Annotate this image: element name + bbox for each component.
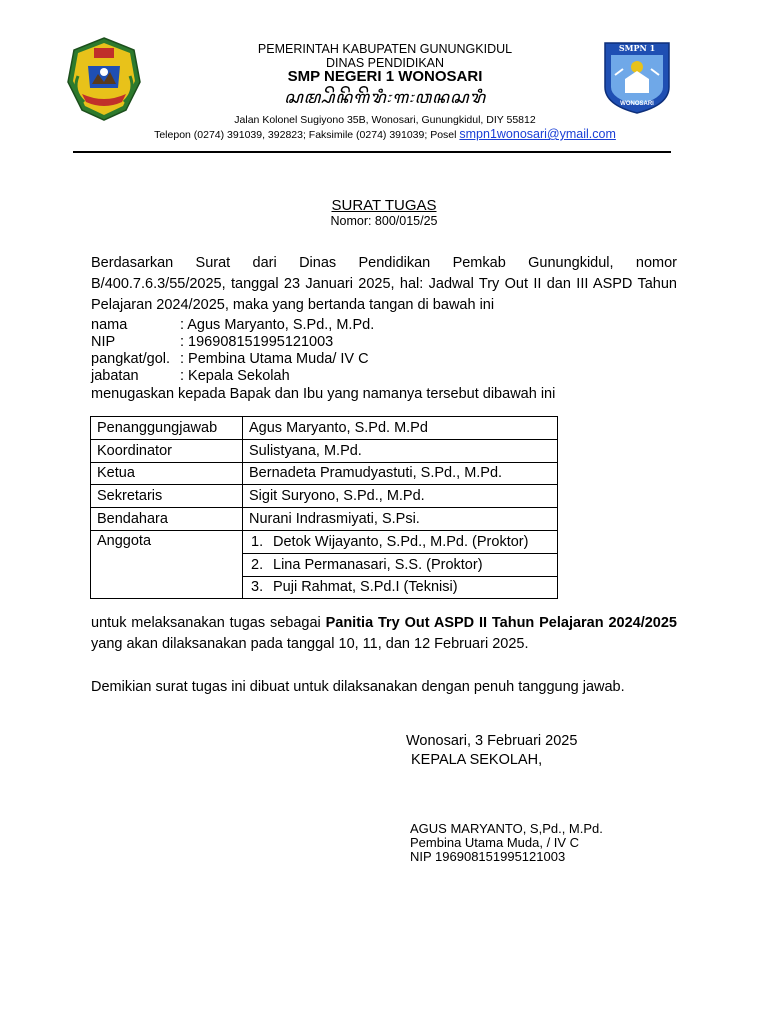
name-cell: Agus Maryanto, S.Pd. M.Pd	[243, 417, 558, 440]
right-logo-bottom-text: WONOSARI	[620, 101, 654, 107]
member-number: 2.	[251, 556, 264, 573]
table-row	[91, 485, 558, 508]
name-cell: Nurani Indrasmiyati, S.Psi.	[243, 508, 558, 531]
identity-row	[91, 351, 374, 368]
committee-table	[90, 416, 558, 599]
letter-number: Nomor: 800/015/25	[330, 214, 438, 228]
identity-row	[91, 317, 374, 334]
identity-label: NIP	[91, 334, 116, 350]
role-cell: Penanggungjawab	[91, 417, 243, 440]
signer-nip: NIP 196908151995121003	[410, 849, 566, 864]
name-cell: Sulistyana, M.Pd.	[243, 439, 558, 462]
member-cell	[243, 530, 558, 553]
letterhead-rule	[73, 151, 671, 153]
identity-row	[91, 334, 374, 351]
members-role-cell: Anggota	[91, 530, 243, 598]
identity-label: pangkat/gol.	[91, 351, 171, 367]
table-row	[91, 508, 558, 531]
name-cell: Sigit Suryono, S.Pd., M.Pd.	[243, 485, 558, 508]
name-cell: Bernadeta Pramudyastuti, S.Pd., M.Pd.	[243, 462, 558, 485]
member-number: 3.	[251, 579, 264, 596]
signature-block	[410, 822, 603, 864]
identity-value: : Kepala Sekolah	[180, 368, 290, 384]
identity-value: : Agus Maryanto, S.Pd., M.Pd.	[180, 317, 375, 333]
contact-line	[120, 127, 650, 141]
task-text-start: untuk melaksanakan tugas sebagai	[91, 615, 326, 631]
member-cell	[243, 576, 558, 599]
identity-block	[91, 317, 374, 385]
phone-fax-text: Telepon (0274) 391039, 392823; Faksimile (0274) 391039; Posel	[154, 129, 460, 141]
signature-position: KEPALA SEKOLAH,	[411, 752, 543, 768]
signer-rank: Pembina Utama Muda, / IV C	[410, 835, 580, 850]
task-paragraph	[91, 613, 677, 655]
assignment-line: menugaskan kepada Bapak dan Ibu yang namanya tersebut dibawah ini	[91, 386, 556, 402]
government-line: PEMERINTAH KABUPATEN GUNUNGKIDUL	[257, 42, 513, 56]
closing-paragraph: Demikian surat tugas ini dibuat untuk dilaksanakan dengan penuh tanggung jawab.	[91, 679, 625, 695]
identity-label: nama	[91, 317, 128, 333]
member-cell	[243, 553, 558, 576]
department-line: DINAS PENDIDIKAN	[325, 56, 445, 70]
letter-title: SURAT TUGAS	[331, 197, 437, 214]
table-row	[91, 462, 558, 485]
role-cell: Bendahara	[91, 508, 243, 531]
member-name: Puji Rahmat, S.Pd.I (Teknisi)	[273, 579, 458, 596]
javanese-script-line: ꦱꦩ꧀ꦥꦼꦤꦼꦒꦼꦫꦶ꧇꧑꧇ꦮꦤꦱꦫꦶ	[284, 88, 486, 108]
table-row	[91, 417, 558, 440]
role-cell: Sekretaris	[91, 485, 243, 508]
identity-label: jabatan	[91, 368, 139, 384]
email-link[interactable]: smpn1wonosari@ymail.com	[459, 127, 616, 141]
identity-value: : Pembina Utama Muda/ IV C	[180, 351, 369, 367]
school-name: SMP NEGERI 1 WONOSARI	[287, 68, 483, 85]
intro-paragraph: Berdasarkan Surat dari Dinas Pendidikan Pemkab Gunungkidul, nomor B/400.7.6.3/55/2025, tanggal 23 Januari 2025, hal: Jadwal Try Out II dan III ASPD Tahun Pelajaran 2024/2025, maka yang bertanda tangan di bawah ini	[91, 255, 677, 313]
address-line: Jalan Kolonel Sugiyono 35B, Wonosari, Gunungkidul, DIY 55812	[234, 114, 536, 126]
role-cell: Koordinator	[91, 439, 243, 462]
member-number: 1.	[251, 533, 264, 550]
task-text-end: yang akan dilaksanakan pada tanggal 10, 11, dan 12 Februari 2025.	[91, 636, 529, 652]
member-name: Detok Wijayanto, S.Pd., M.Pd. (Proktor)	[273, 533, 529, 550]
identity-row	[91, 368, 374, 385]
table-row	[91, 439, 558, 462]
member-name: Lina Permanasari, S.S. (Proktor)	[273, 556, 483, 573]
role-cell: Ketua	[91, 462, 243, 485]
table-row	[91, 530, 558, 553]
signature-place-date: Wonosari, 3 Februari 2025	[406, 733, 578, 749]
right-logo-top-text: SMPN 1	[618, 43, 656, 53]
identity-value: : 196908151995121003	[180, 334, 334, 350]
signer-name: AGUS MARYANTO, S,Pd., M.Pd.	[410, 821, 603, 836]
task-title-bold: Panitia Try Out ASPD II Tahun Pelajaran 2024/2025	[325, 615, 677, 631]
